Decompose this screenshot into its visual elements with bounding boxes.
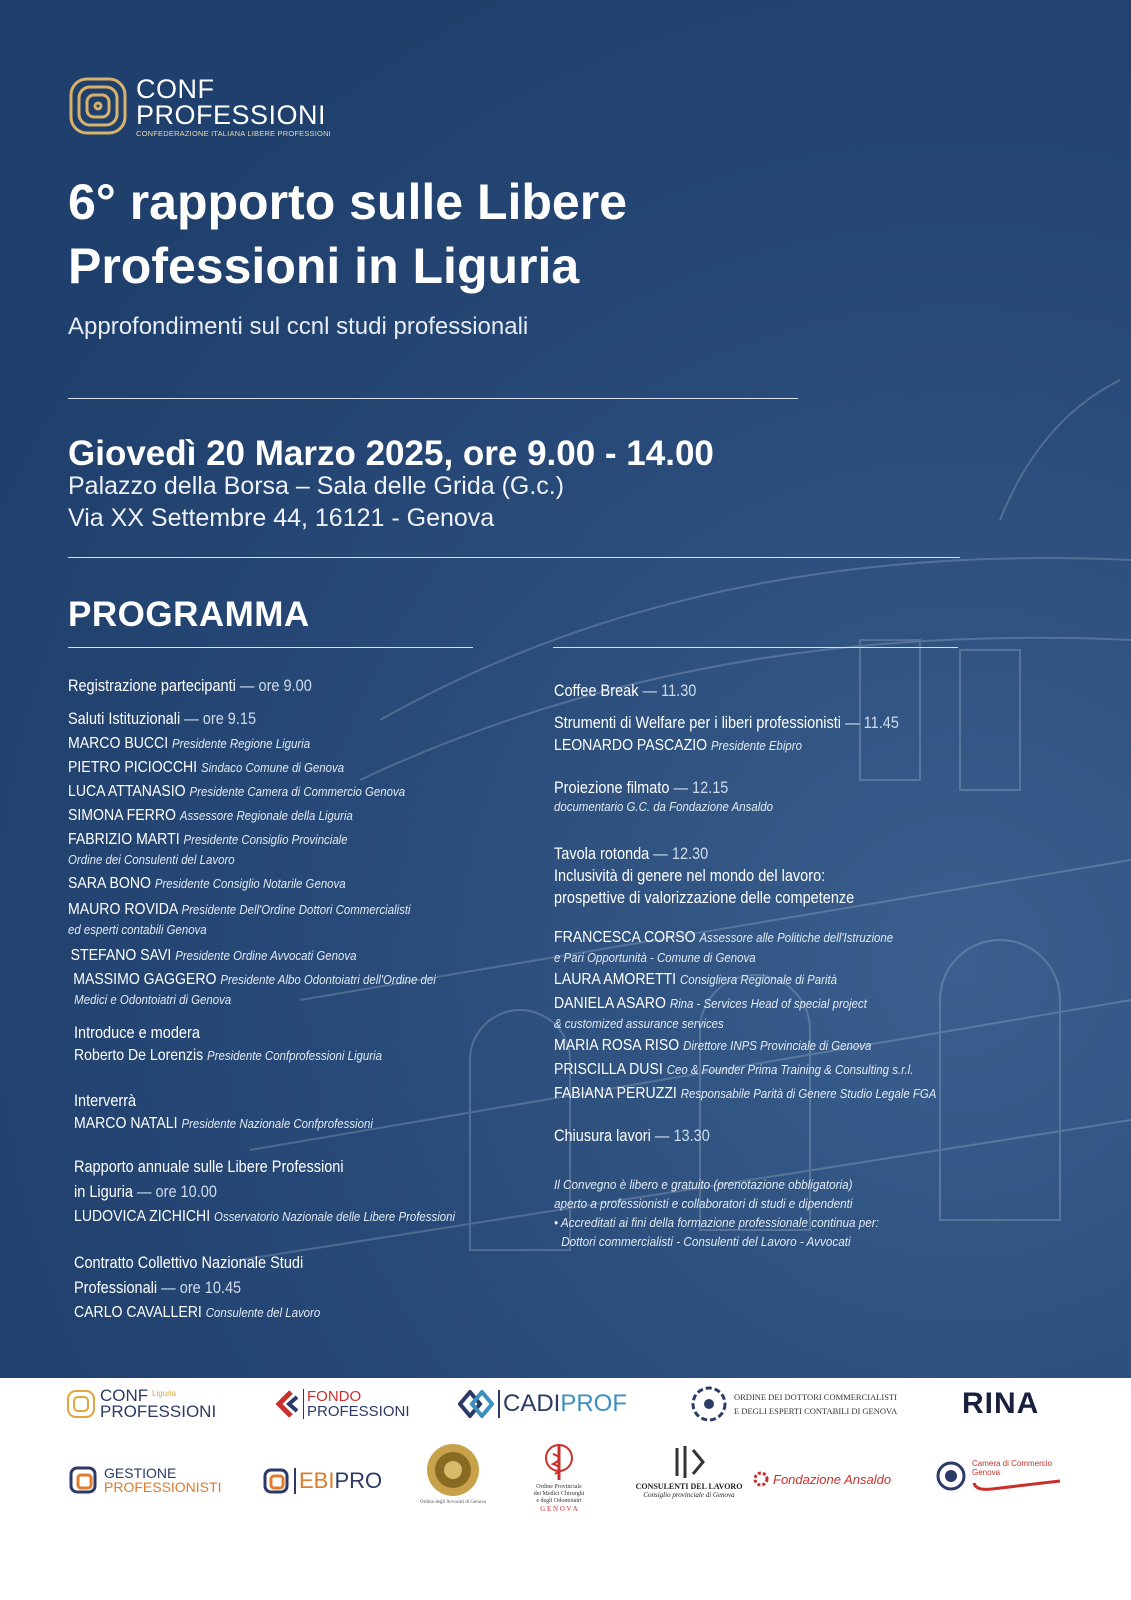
- programma-heading: PROGRAMMA: [68, 595, 310, 634]
- logo-line2: PROFESSIONI: [136, 100, 327, 130]
- speaker-list: MARCO BUCCI Presidente Regione Liguria PIETRO PICIOCCHI Sindaco Comune di Genova LUCA ATTANASIO Presidente Camera di Commercio Genova SIMONA FERRO Assessore Regionale della Liguria FABRIZIO MARTI Presidente Consiglio Provinciale Ordine dei Consulenti del Lavoro SARA BONO Presidente Consiglio Notarile Genova MAURO ROVIDA Presidente Dell'Ordine Dottori Commercialisti ed esperti contabili Genova STEFANO SAVI Presidente Ordine Avvocati Genova MASSIMO GAGGERO Presidente Albo Odontoiatri dell'Ordine dei Medici e Odontoiatri di Genova: [68, 732, 486, 1008]
- speaker: SIMONA FERRO Assessore Regionale della Liguria: [68, 807, 353, 824]
- program-item-film: Proiezione filmato — 12.15 documentario G.C. da Fondazione Ansaldo: [554, 779, 773, 814]
- speaker: MAURO ROVIDA Presidente Dell'Ordine Dottori Commercialisti: [68, 901, 411, 918]
- speaker: STEFANO SAVI Presidente Ordine Avvocati Genova: [70, 947, 357, 964]
- seal-icon: [690, 1385, 728, 1423]
- speaker-list: FRANCESCA CORSO Assessore alle Politiche dell'Istruzione e Pari Opportunità - Comune di Genova LAURA AMORETTI Consigliera Regionale di Parità DANIELA ASARO Rina - Services Head of special project & customized assurance services MARIA ROSA RISO Direttore INPS Provinciale di Genova PRISCILLA DUSI Ceo & Founder Prima Training & Consulting s.r.l. FABIANA PERUZZI Responsabile Parità di Genere Studio Legale FGA: [554, 926, 989, 1106]
- maze-icon: [68, 76, 128, 136]
- speaker: MARIA ROSA RISO Direttore INPS Provinciale di Genova: [554, 1037, 872, 1054]
- diamond-logo-icon: [458, 1390, 494, 1418]
- logo-fondazione-ansaldo: Fondazione Ansaldo: [752, 1464, 891, 1494]
- program-item-rapporto: Rapporto annuale sulle Libere Professioni in Liguria — ore 10.00 LUDOVICA ZICHICHI Osservatorio Nazionale delle Libere Professioni: [74, 1158, 456, 1225]
- speaker: DANIELA ASARO Rina - Services Head of special project: [554, 995, 867, 1012]
- logo-rina: RINA: [962, 1387, 1040, 1420]
- caduceus-icon: [543, 1440, 575, 1484]
- emblem-icon: [936, 1461, 966, 1491]
- logo-consulenti-lavoro: CONSULENTI DEL LAVORO Consiglio provinciale di Genova: [624, 1442, 754, 1528]
- sponsor-logos: [0, 1378, 1131, 1600]
- coat-of-arms-icon: [425, 1442, 481, 1498]
- speaker: PRISCILLA DUSI Ceo & Founder Prima Training & Consulting s.r.l.: [554, 1061, 914, 1078]
- logo-ordine-medici: Ordine Provinciale dei Medici Chirurghi e degli Odontoiatri G E N O V A: [518, 1440, 600, 1538]
- program-item-tavola: Tavola rotonda — 12.30 Inclusività di genere nel mondo del lavoro: prospettive di valorizzazione delle competenze: [554, 845, 855, 907]
- speaker: FABIANA PERUZZI Responsabile Parità di Genere Studio Legale FGA: [554, 1085, 937, 1102]
- event-address: Via XX Settembre 44, 16121 - Genova: [68, 504, 495, 532]
- divider: [553, 647, 958, 648]
- event-notes: Il Convegno è libero e gratuito (prenotazione obbligatoria) aperto a professionisti e collaboratori di studi e dipendenti • Accreditati ai fini della formazione professionale continua per: Dottori commercialisti - Consulenti del Lavoro - Avvocati: [554, 1177, 879, 1249]
- program-item-registrazione: Registrazione partecipanti — ore 9.00: [68, 677, 312, 695]
- cdl-logo-icon: [669, 1442, 709, 1482]
- divider: [68, 557, 960, 558]
- program-item-introduce: Introduce e modera Roberto De Lorenzis Presidente Confprofessioni Liguria: [74, 1024, 382, 1064]
- divider: [68, 647, 473, 648]
- speaker: PIETRO PICIOCCHI Sindaco Comune di Genova: [68, 759, 345, 776]
- program-item-interverra: Interverrà MARCO NATALI Presidente Nazionale Confprofessioni: [74, 1092, 373, 1132]
- logo-fondo-professioni: FONDO PROFESSIONI: [275, 1386, 410, 1422]
- page-title: 6° rapporto sulle Libere Professioni in Liguria: [68, 174, 628, 294]
- chevron-logo-icon: [275, 1389, 299, 1419]
- speaker: FRANCESCA CORSO Assessore alle Politiche dell'Istruzione: [554, 929, 894, 946]
- logo-ebipro: EBIPRO: [262, 1464, 382, 1498]
- program-item-chiusura: Chiusura lavori — 13.30: [554, 1127, 710, 1145]
- program-item-welfare: Strumenti di Welfare per i liberi professionisti — 11.45 LEONARDO PASCAZIO Presidente Ebipro: [554, 714, 899, 754]
- swoosh-icon: [972, 1477, 1062, 1493]
- divider: [68, 398, 798, 399]
- logo-camera-commercio: Camera di Commercio Genova: [936, 1458, 1062, 1494]
- page-subtitle: Approfondimenti sul ccnl studi professionali: [68, 313, 529, 340]
- logo-ordine-avvocati: Ordine degli Avvocati di Genova: [418, 1442, 488, 1532]
- event-date: Giovedì 20 Marzo 2025, ore 9.00 - 14.00: [68, 434, 714, 473]
- logo-confprofessioni-liguria: CONF PROFESSIONI Liguria: [66, 1384, 216, 1424]
- gear-icon: [752, 1470, 770, 1488]
- program-item-saluti: Saluti Istituzionali — ore 9.15: [68, 710, 257, 728]
- confprofessioni-logo: [68, 76, 331, 138]
- speaker: LAURA AMORETTI Consigliera Regionale di Parità: [554, 971, 838, 988]
- speaker: MASSIMO GAGGERO Presidente Albo Odontoiatri dell'Ordine dei: [73, 971, 436, 988]
- program-item-coffee: Coffee Break — 11.30: [554, 682, 697, 700]
- maze-icon: [66, 1389, 96, 1419]
- speaker: SARA BONO Presidente Consiglio Notarile Genova: [68, 875, 346, 892]
- logo-line1: CONF: [136, 74, 215, 104]
- speaker: FABRIZIO MARTI Presidente Consiglio Provinciale: [68, 831, 348, 848]
- speaker: MARCO BUCCI Presidente Regione Liguria: [68, 735, 311, 752]
- gp-logo-icon: [68, 1465, 98, 1495]
- logo-gestione-professionisti: GESTIONE PROFESSIONISTI: [68, 1462, 221, 1498]
- logo-cadiprof: CADIPROF: [458, 1388, 627, 1420]
- event-venue: Palazzo della Borsa – Sala delle Grida (G.c.): [68, 472, 565, 500]
- logo-tagline: CONFEDERAZIONE ITALIANA LIBERE PROFESSIONI: [136, 129, 331, 138]
- ebipro-logo-icon: [262, 1467, 290, 1495]
- program-item-contratto: Contratto Collettivo Nazionale Studi Professionali — ore 10.45 CARLO CAVALLERI Consulente del Lavoro: [74, 1254, 321, 1321]
- speaker: LUCA ATTANASIO Presidente Camera di Commercio Genova: [68, 783, 406, 800]
- logo-odcec-genova: ORDINE DEI DOTTORI COMMERCIALISTI E DEGLI ESPERTI CONTABILI DI GENOVA: [690, 1384, 897, 1424]
